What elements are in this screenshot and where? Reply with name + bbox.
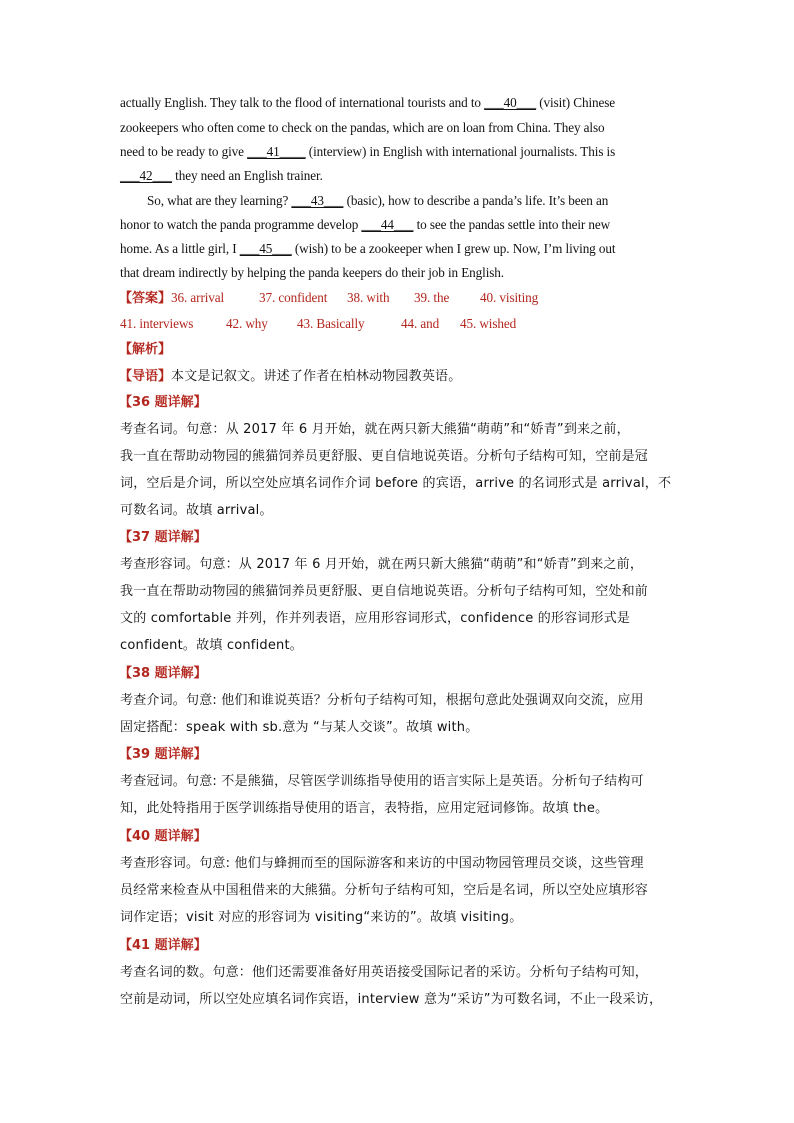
passage-line-1 — [120, 95, 615, 111]
answer-row-2 — [120, 316, 516, 332]
q36-line: 可数名词。故填 arrival。 — [120, 503, 273, 518]
answer-item: 38. with — [347, 290, 390, 305]
q37-line: 我一直在帮助动物园的熊猫饲养员更舒服、更自信地说英语。分析句子结构可知，空处和前 — [120, 584, 649, 599]
answer-item: 36. arrival — [171, 290, 225, 305]
q36-line: 我一直在帮助动物园的熊猫饲养员更舒服、更自信地说英语。分析句子结构可知，空前是冠 — [120, 449, 649, 464]
guide-text: 本文是记叙文。讲述了作者在柏林动物园教英语。 — [171, 369, 462, 384]
q36-line: 词，空后是介词，所以空处应填名词作介词 before 的宾语，arrive 的名词形式是 arrival，不 — [120, 476, 672, 491]
q37-line: 考查形容词。句意：从 2017 年 6 月开始，就在两只新大熊猫“萌萌”和“娇青”到来之前， — [120, 557, 644, 572]
q37-line: 文的 comfortable 并列，作并列表语，应用形容词形式，confidence 的形容词形式是 — [120, 611, 631, 626]
answer-item: 39. the — [414, 290, 450, 305]
passage-text: (wish) to be a zookeeper when I grew up. Now, I’m living out — [291, 241, 616, 256]
blank-42: ___42___ — [120, 168, 172, 183]
passage-line-6 — [120, 217, 610, 233]
passage-text: they need an English trainer. — [171, 168, 323, 183]
q40-line: 员经常来检查从中国租借来的大熊猫。分析句子结构可知，空后是名词，所以空处应填形容 — [120, 883, 649, 898]
q41-label: 【41 题详解】 — [119, 938, 207, 953]
answer-item: 45. wished — [460, 316, 517, 331]
q40-line: 考查形容词。句意: 他们与蜂拥而至的国际游客和来访的中国动物园管理员交谈，这些管理 — [120, 856, 644, 871]
q41-line: 考查名词的数。句意：他们还需要准备好用英语接受国际记者的采访。分析句子结构可知， — [120, 965, 649, 980]
q36-line: 考查名词。句意：从 2017 年 6 月开始，就在两只新大熊猫“萌萌”和“娇青”到来之前， — [120, 422, 630, 437]
passage-line-8: that dream indirectly by helping the panda keepers do their job in English. — [120, 265, 504, 280]
answer-item: 40. visiting — [480, 290, 539, 305]
passage-text: to see the pandas settle into their new — [413, 217, 611, 232]
passage-text: actually English. They talk to the flood of international tourists and to — [120, 95, 485, 110]
passage-line-5 — [147, 193, 608, 209]
passage-text: need to be ready to give — [120, 144, 248, 159]
passage-line-3 — [120, 144, 615, 160]
q40-line: 词作定语；visit 对应的形容词为 visiting“来访的”。故填 visiting。 — [120, 910, 523, 925]
passage-text: (interview) in English with international journalists. This is — [305, 144, 616, 159]
passage-text: honor to watch the panda programme develop — [120, 217, 362, 232]
answer-label: 【答案】 — [119, 291, 172, 306]
passage-text: So, what are they learning? — [147, 193, 292, 208]
q37-label: 【37 题详解】 — [119, 530, 207, 545]
blank-44: ___44___ — [361, 217, 414, 232]
passage-line-7 — [120, 241, 615, 257]
answer-item: 44. and — [401, 316, 440, 331]
q36-label: 【36 题详解】 — [119, 395, 207, 410]
analysis-label: 【解析】 — [119, 342, 172, 357]
guide-line — [119, 368, 461, 385]
q41-line: 空前是动词，所以空处应填名词作宾语，interview 意为“采访”为可数名词，不止一段采访， — [120, 992, 663, 1007]
passage-line-2: zookeepers who often come to check on the pandas, which are on loan from China. They also — [120, 120, 605, 135]
answer-item: 43. Basically — [297, 316, 365, 331]
answer-row-1 — [119, 290, 538, 307]
q37-line: confident。故填 confident。 — [120, 638, 303, 653]
passage-text: (visit) Chinese — [536, 95, 616, 110]
blank-45: ___45___ — [239, 241, 292, 256]
q38-line: 固定搭配：speak with sb.意为 “与某人交谈”。故填 with。 — [120, 720, 479, 735]
passage-text: (basic), how to describe a panda’s life. It’s been an — [343, 193, 609, 208]
q39-line: 考查冠词。句意: 不是熊猫，尽管医学训练指导使用的语言实际上是英语。分析句子结构可 — [120, 774, 644, 789]
q39-label: 【39 题详解】 — [119, 747, 207, 762]
q40-label: 【40 题详解】 — [119, 829, 207, 844]
passage-line-4 — [120, 168, 323, 184]
q38-line: 考查介词。句意: 他们和谁说英语？分析句子结构可知，根据句意此处强调双向交流，应用 — [120, 693, 644, 708]
q39-line: 知，此处特指用于医学训练指导使用的语言，表特指，应用定冠词修饰。故填 the。 — [120, 801, 609, 816]
guide-label: 【导语】 — [119, 369, 172, 384]
answer-item: 37. confident — [259, 290, 328, 305]
answer-item: 41. interviews — [120, 316, 194, 331]
answer-item: 42. why — [226, 316, 268, 331]
passage-text: home. As a little girl, I — [120, 241, 240, 256]
q38-label: 【38 题详解】 — [119, 666, 207, 681]
blank-43: ___43___ — [291, 193, 344, 208]
blank-40: ___40___ — [484, 95, 537, 110]
blank-41: ___41____ — [247, 144, 306, 159]
